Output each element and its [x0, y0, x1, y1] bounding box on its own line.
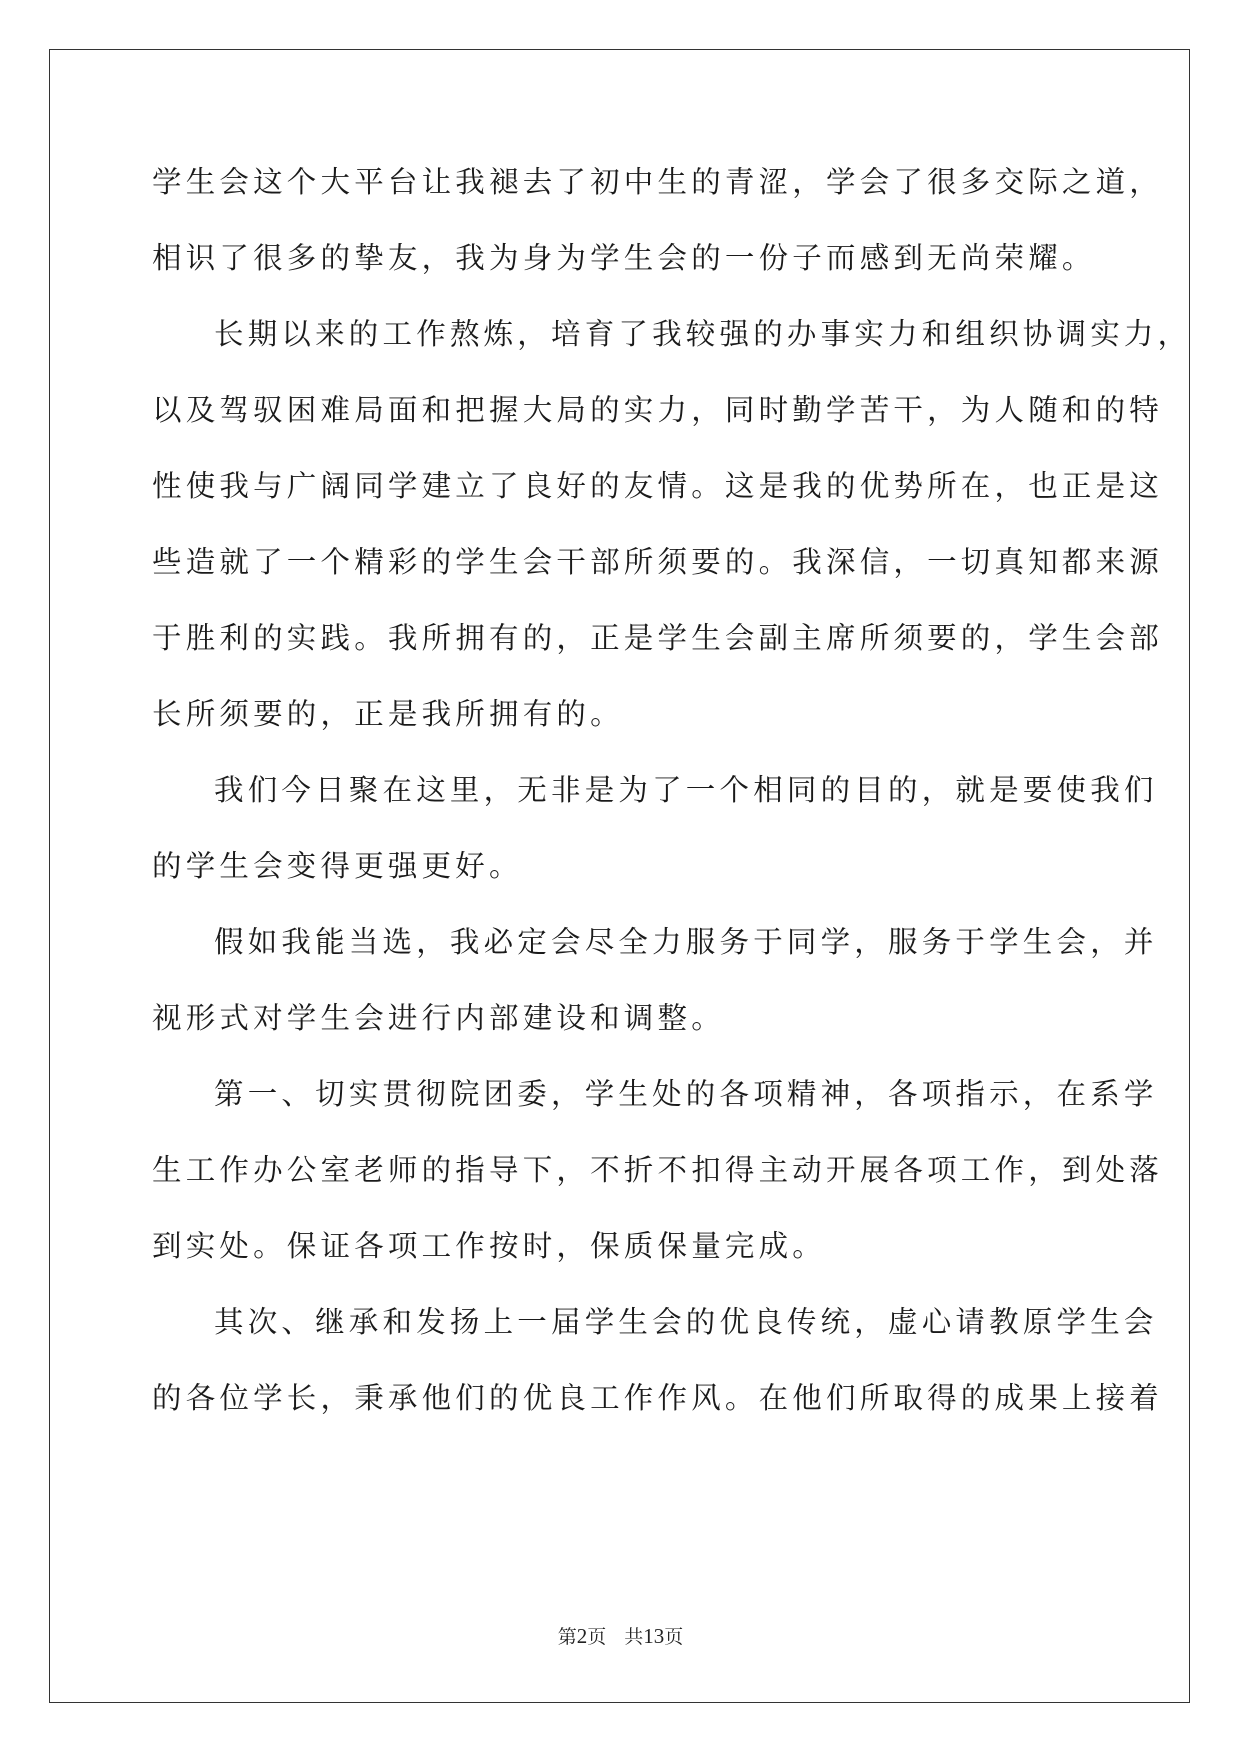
- paragraph-start-line: 第一、切实贯彻院团委，学生处的各项精神，各项指示，在系学: [214, 1077, 1158, 1111]
- total-pages: 13: [643, 1624, 665, 1648]
- total-suffix: 页: [664, 1626, 684, 1648]
- text-line: 性使我与广阔同学建立了良好的友情。这是我的优势所在，也正是这: [152, 469, 1164, 503]
- page-footer: [0, 1622, 1241, 1649]
- text-line: 相识了很多的挚友，我为身为学生会的一份子而感到无尚荣耀。: [152, 241, 1096, 275]
- text-line: 于胜利的实践。我所拥有的，正是学生会副主席所须要的，学生会部: [152, 621, 1164, 655]
- paragraph-start-line: 其次、继承和发扬上一届学生会的优良传统，虚心请教原学生会: [214, 1305, 1158, 1339]
- paragraph-start-line: 长期以来的工作熬炼，培育了我较强的办事实力和组织协调实力，: [214, 317, 1192, 351]
- paragraph-start-line: 假如我能当选，我必定会尽全力服务于同学，服务于学生会，并: [214, 925, 1158, 959]
- text-line: 的学生会变得更强更好。: [152, 849, 523, 883]
- text-line: 到实处。保证各项工作按时，保质保量完成。: [152, 1229, 827, 1263]
- text-line: 以及驾驭困难局面和把握大局的实力，同时勤学苦干，为人随和的特: [152, 393, 1164, 427]
- paragraph-start-line: 我们今日聚在这里，无非是为了一个相同的目的，就是要使我们: [214, 773, 1158, 807]
- text-line: 学生会这个大平台让我褪去了初中生的青涩，学会了很多交际之道，: [152, 165, 1164, 199]
- total-prefix: 共: [624, 1626, 644, 1648]
- page-prefix: 第: [557, 1626, 577, 1648]
- text-line: 长所须要的，正是我所拥有的。: [152, 697, 624, 731]
- text-line: 些造就了一个精彩的学生会干部所须要的。我深信，一切真知都来源: [152, 545, 1164, 579]
- page-number: 2: [576, 1624, 588, 1648]
- text-line: 视形式对学生会进行内部建设和调整。: [152, 1001, 725, 1035]
- document-body: [152, 160, 1192, 1452]
- page-suffix: 页: [587, 1626, 607, 1648]
- text-line: 生工作办公室老师的指导下，不折不扣得主动开展各项工作，到处落: [152, 1153, 1164, 1187]
- text-line: 的各位学长，秉承他们的优良工作作风。在他们所取得的成果上接着: [152, 1381, 1164, 1415]
